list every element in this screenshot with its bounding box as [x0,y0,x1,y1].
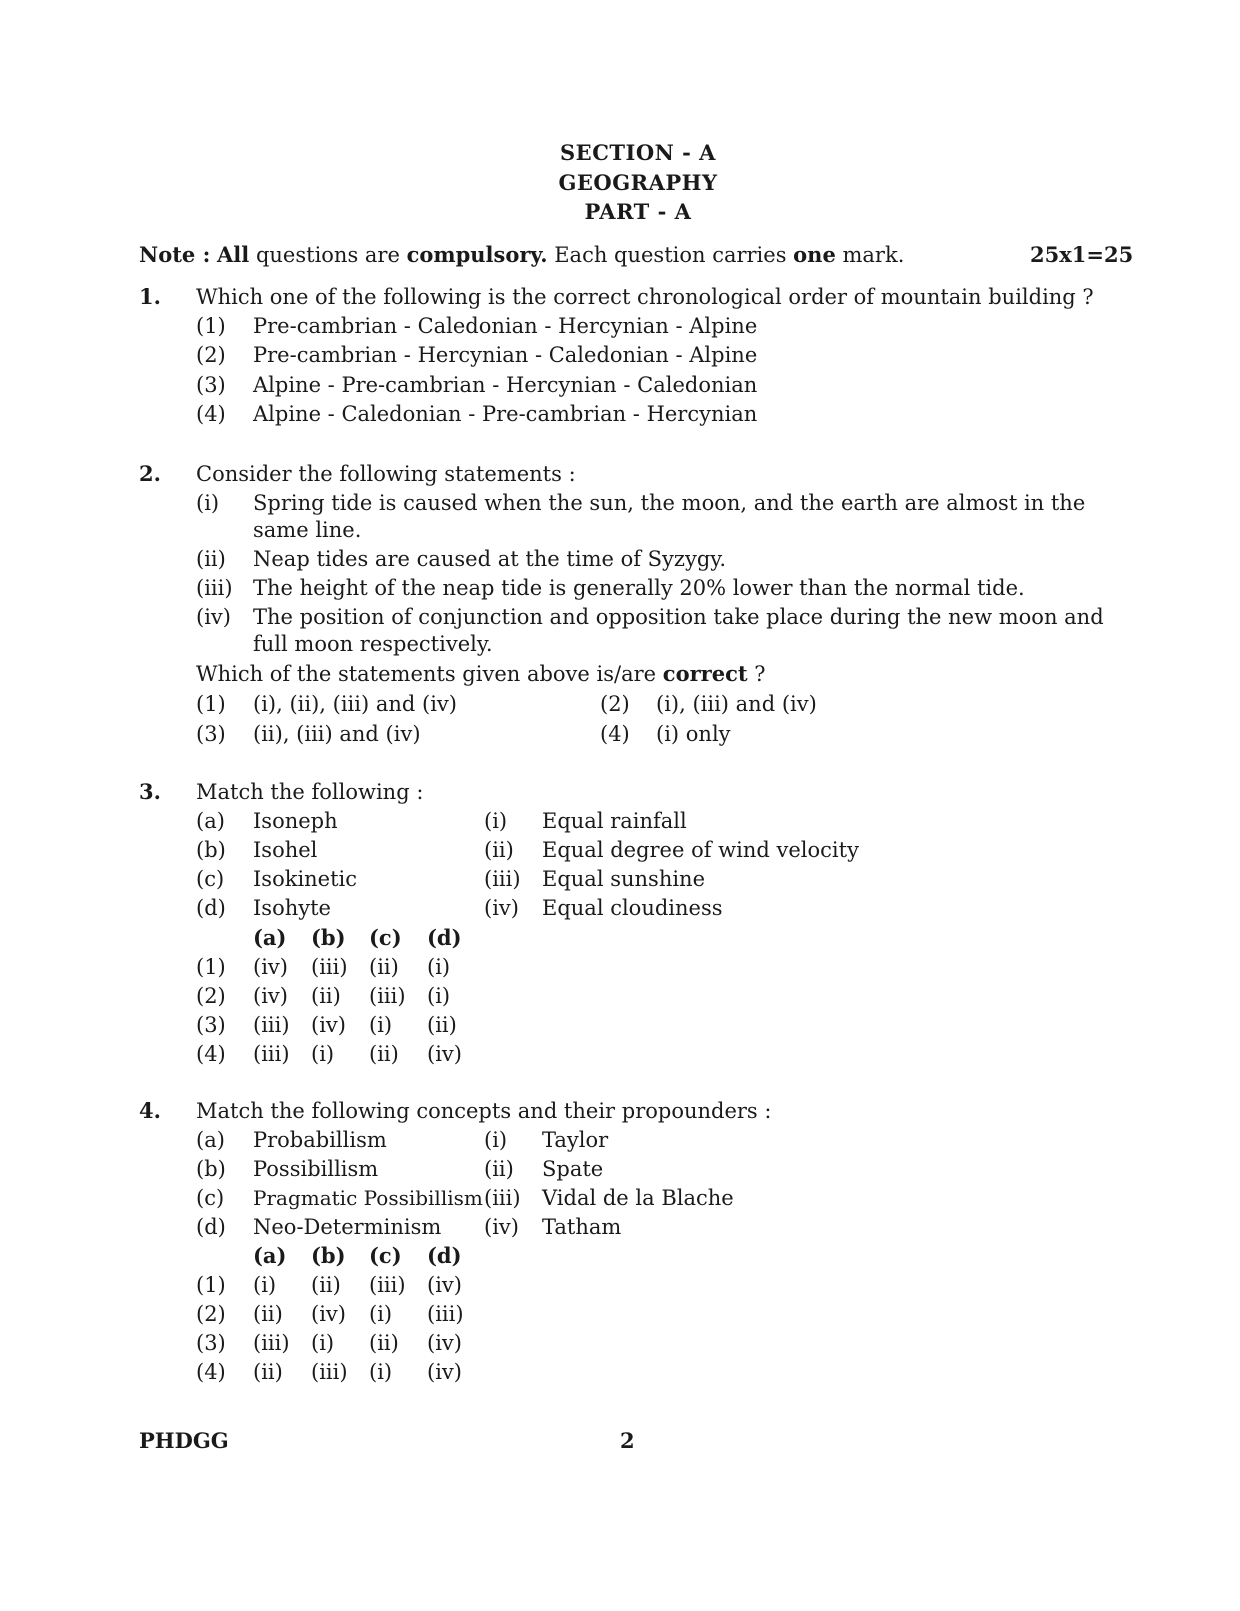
q4-left-key: (d) [196,1215,226,1239]
q3-right-item: Equal sunshine [542,867,706,891]
q2-ask-bold: correct [662,661,748,686]
q2-statement-num: (iv) [196,605,231,629]
q3-answer-cell: (i) [427,984,451,1008]
q4-left-item: Possibillism [253,1157,379,1181]
q4-answer-cell: (iv) [427,1273,462,1297]
q1-option-num: (4) [196,402,226,426]
q3-right-key: (iii) [484,867,521,891]
q1-option-text: Pre-cambrian - Hercynian - Caledonian - Alpine [253,343,758,367]
note-one: one [793,242,836,267]
q4-text: Match the following concepts and their propounders : [196,1099,772,1123]
q2-option-num: (2) [600,692,630,716]
q4-right-item: Vidal de la Blache [542,1186,734,1210]
q3-answer-cell: (ii) [311,984,341,1008]
q4-left-item: Probabillism [253,1128,387,1152]
total-marks: 25x1=25 [1030,242,1134,267]
q3-col-header: (d) [427,925,462,950]
q4-answer-num: (4) [196,1360,226,1384]
q3-answer-cell: (i) [311,1042,335,1066]
q4-answer-cell: (ii) [253,1302,283,1326]
q3-answer-cell: (ii) [369,1042,399,1066]
q4-answer-cell: (iii) [369,1273,406,1297]
subject-heading: GEOGRAPHY [558,170,718,195]
note-text-2: Each question carries [554,243,787,267]
q3-left-key: (b) [196,838,226,862]
q4-answer-cell: (ii) [369,1331,399,1355]
q4-answer-cell: (iv) [311,1302,346,1326]
note-compulsory: compulsory. [406,242,548,267]
q3-left-item: Isoneph [253,809,338,833]
q1-number: 1. [139,284,161,309]
section-heading: SECTION - A [560,140,716,165]
q4-answer-cell: (i) [369,1302,393,1326]
q2-statement-text: The height of the neap tide is generally 20% lower than the normal tide. [253,576,1025,600]
q4-right-key: (iii) [484,1186,521,1210]
q3-answer-cell: (ii) [369,955,399,979]
q4-answer-num: (2) [196,1302,226,1326]
q4-right-item: Tatham [542,1215,622,1239]
q2-option-num: (4) [600,722,630,746]
q3-right-item: Equal degree of wind velocity [542,838,859,862]
note-text-1: questions are [255,243,400,267]
q3-answer-cell: (i) [427,955,451,979]
q4-right-item: Taylor [542,1128,609,1152]
q3-text: Match the following : [196,780,424,804]
q4-left-key: (a) [196,1128,225,1152]
q4-left-item: Neo-Determinism [253,1215,442,1239]
q3-right-key: (i) [484,809,508,833]
q2-option-text: (i), (ii), (iii) and (iv) [253,692,457,716]
q4-left-key: (b) [196,1157,226,1181]
q1-option-num: (1) [196,314,226,338]
q2-ask-end: ? [754,662,766,686]
q3-right-item: Equal cloudiness [542,896,723,920]
q4-col-header: (d) [427,1243,462,1268]
q4-answer-num: (1) [196,1273,226,1297]
q3-answer-cell: (iv) [311,1013,346,1037]
q4-col-header: (b) [311,1243,346,1268]
q4-answer-cell: (iii) [253,1331,290,1355]
q4-col-header: (c) [369,1243,402,1268]
q4-answer-cell: (i) [253,1273,277,1297]
q2-statement-num: (iii) [196,576,233,600]
q2-statement-num: (i) [196,491,220,515]
q1-text: Which one of the following is the correct chronological order of mountain building ? [196,285,1094,309]
q3-answer-cell: (i) [369,1013,393,1037]
q4-right-item: Spate [542,1157,604,1181]
q2-option-num: (1) [196,692,226,716]
q1-option-num: (3) [196,373,226,397]
q2-statement-text: The position of conjunction and opposition take place during the new moon and [253,605,1104,629]
q2-option-text: (i) only [656,722,731,746]
q3-col-header: (a) [253,925,287,950]
q1-option-text: Alpine - Caledonian - Pre-cambrian - Hercynian [253,402,758,426]
q4-answer-cell: (i) [369,1360,393,1384]
q3-answer-num: (1) [196,955,226,979]
q4-answer-cell: (iii) [311,1360,348,1384]
q3-left-key: (a) [196,809,225,833]
q3-left-item: Isohel [253,838,318,862]
q3-col-header: (b) [311,925,346,950]
q3-answer-cell: (ii) [427,1013,457,1037]
page-number: 2 [620,1428,635,1453]
q4-answer-cell: (iv) [427,1331,462,1355]
q2-option-num: (3) [196,722,226,746]
q4-answer-cell: (ii) [311,1273,341,1297]
q4-answer-cell: (ii) [253,1360,283,1384]
q3-number: 3. [139,779,161,804]
q3-left-key: (c) [196,867,225,891]
q3-left-item: Isokinetic [253,867,358,891]
q1-option-text: Alpine - Pre-cambrian - Hercynian - Caledonian [253,373,758,397]
q3-answer-num: (4) [196,1042,226,1066]
q4-col-header: (a) [253,1243,287,1268]
q3-answer-cell: (iv) [427,1042,462,1066]
q3-answer-cell: (iii) [253,1042,290,1066]
q4-answer-num: (3) [196,1331,226,1355]
q2-statement-text: Neap tides are caused at the time of Syzygy. [253,547,727,571]
q4-right-key: (ii) [484,1157,514,1181]
q3-right-item: Equal rainfall [542,809,687,833]
q3-answer-cell: (iv) [253,984,288,1008]
q2-option-text: (ii), (iii) and (iv) [253,722,421,746]
q2-option-text: (i), (iii) and (iv) [656,692,817,716]
q3-answer-cell: (iii) [311,955,348,979]
q2-number: 2. [139,461,161,486]
paper-code: PHDGG [139,1428,229,1453]
note-text-3: mark. [842,243,905,267]
q4-answer-cell: (iii) [427,1302,464,1326]
q3-answer-num: (2) [196,984,226,1008]
q4-number: 4. [139,1098,161,1123]
note-all: All [217,242,250,267]
q3-answer-cell: (iv) [253,955,288,979]
q4-answer-cell: (i) [311,1331,335,1355]
q3-answer-num: (3) [196,1013,226,1037]
q2-statement-text: full moon respectively. [253,632,493,656]
q3-col-header: (c) [369,925,402,950]
note-label: Note : [139,242,211,267]
q3-left-item: Isohyte [253,896,331,920]
part-heading: PART - A [584,199,692,224]
q3-answer-cell: (iii) [369,984,406,1008]
q2-statement-text: same line. [253,518,362,542]
q1-option-num: (2) [196,343,226,367]
q3-left-key: (d) [196,896,226,920]
q4-left-item: Pragmatic Possibillism [253,1186,483,1210]
q2-statement-text: Spring tide is caused when the sun, the moon, and the earth are almost in the [253,491,1086,515]
q4-right-key: (i) [484,1128,508,1152]
note-line [139,241,904,269]
q2-ask [196,660,766,688]
q4-left-key: (c) [196,1186,225,1210]
q3-right-key: (iv) [484,896,519,920]
q3-right-key: (ii) [484,838,514,862]
q1-option-text: Pre-cambrian - Caledonian - Hercynian - Alpine [253,314,758,338]
q3-answer-cell: (iii) [253,1013,290,1037]
q2-ask-text: Which of the statements given above is/are [196,662,657,686]
q4-right-key: (iv) [484,1215,519,1239]
q4-answer-cell: (iv) [427,1360,462,1384]
q2-text: Consider the following statements : [196,462,576,486]
q2-statement-num: (ii) [196,547,226,571]
